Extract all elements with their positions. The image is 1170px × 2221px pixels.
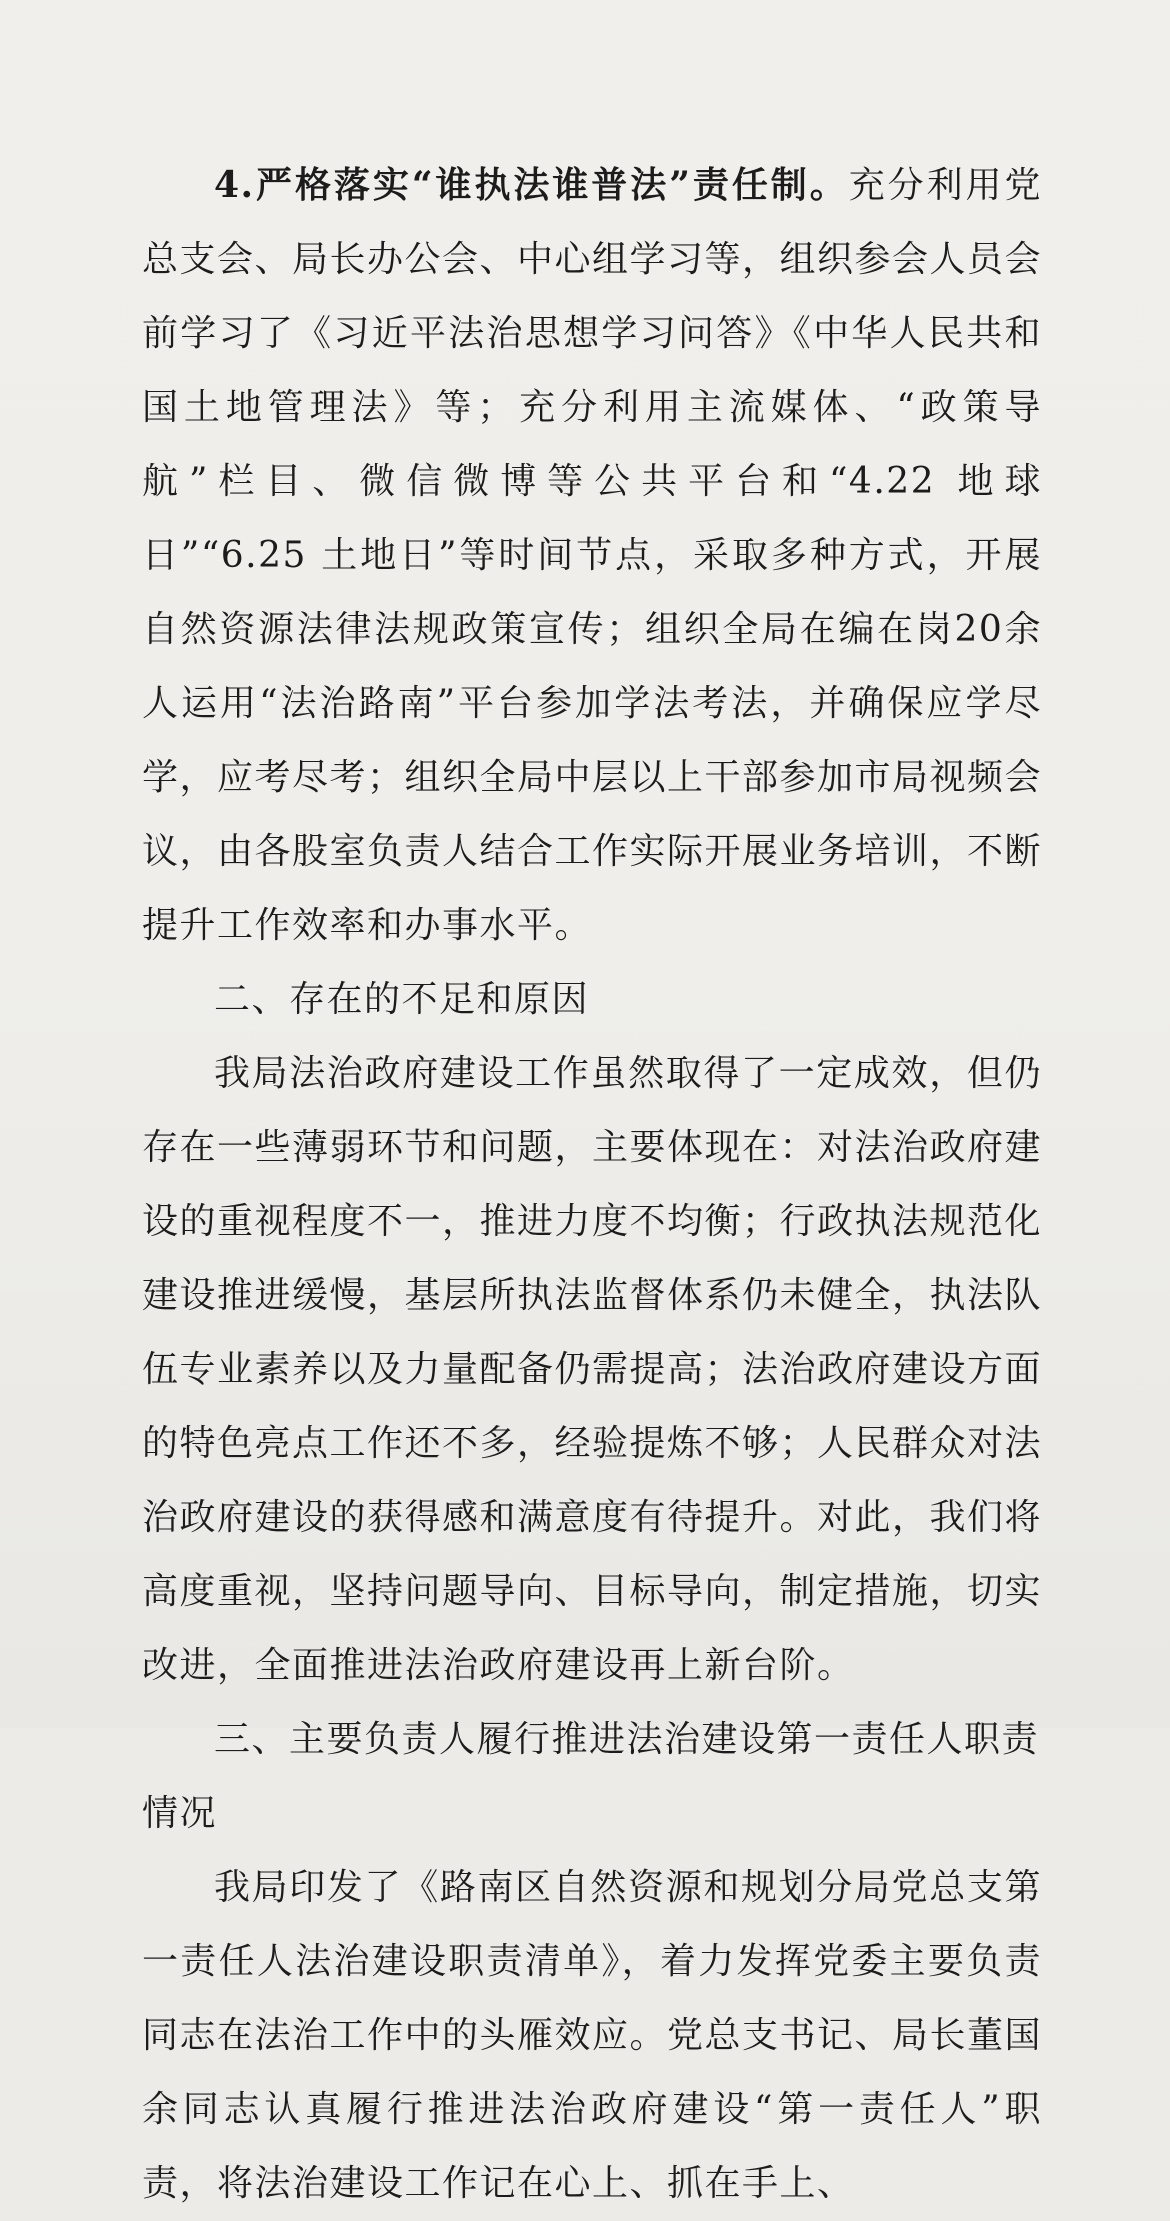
section-heading-shortcomings: 二、存在的不足和原因	[214, 979, 590, 1020]
paragraph-first-responsible-person: 我局印发了《路南区自然资源和规划分局党总支第一责任人法治建设职责清单》，着力发挥党委主要负责同志在法治工作中的头雁效应。党总支书记、局长董国余同志认真履行推进法治政府建设“第一责任人”职责，将法治建设工作记在心上、抓在手上、	[142, 1867, 1043, 2204]
paragraph-responsibility-system	[142, 148, 1042, 963]
document-body	[142, 148, 1042, 2221]
paragraph-body-text: 充分利用党总支会、局长办公会、中心组学习等，组织参会人员会前学习了《习近平法治思想学习问答》《中华人民共和国土地管理法》等；充分利用主流媒体、“政策导航”栏目、微信微博等公共平台和“4.22 地球日”“6.25 土地日”等时间节点，采取多种方式，开展自然资源法律法规政策宣传；组织全局在编在岗20余人运用“法治路南”平台参加学法考法，并确保应学尽学，应考尽考；组织全局中层以上干部参加市局视频会议，由各股室负责人结合工作实际开展业务培训，不断提升工作效率和办事水平。	[142, 165, 1043, 946]
section-heading-first-responsible-person: 三、主要负责人履行推进法治建设第一责任人职责情况	[142, 1719, 1040, 1834]
paragraph-shortcomings: 我局法治政府建设工作虽然取得了一定成效，但仍存在一些薄弱环节和问题，主要体现在：对法治政府建设的重视程度不一，推进力度不均衡；行政执法规范化建设推进缓慢，基层所执法监督体系仍未健全，执法队伍专业素养以及力量配备仍需提高；法治政府建设方面的特色亮点工作还不多，经验提炼不够；人民群众对法治政府建设的获得感和满意度有待提升。对此，我们将高度重视，坚持问题导向、目标导向，制定措施，切实改进，全面推进法治政府建设再上新台阶。	[142, 1053, 1043, 1686]
paragraph-lead-title: 4.严格落实“谁执法谁普法”责任制。	[214, 164, 849, 206]
